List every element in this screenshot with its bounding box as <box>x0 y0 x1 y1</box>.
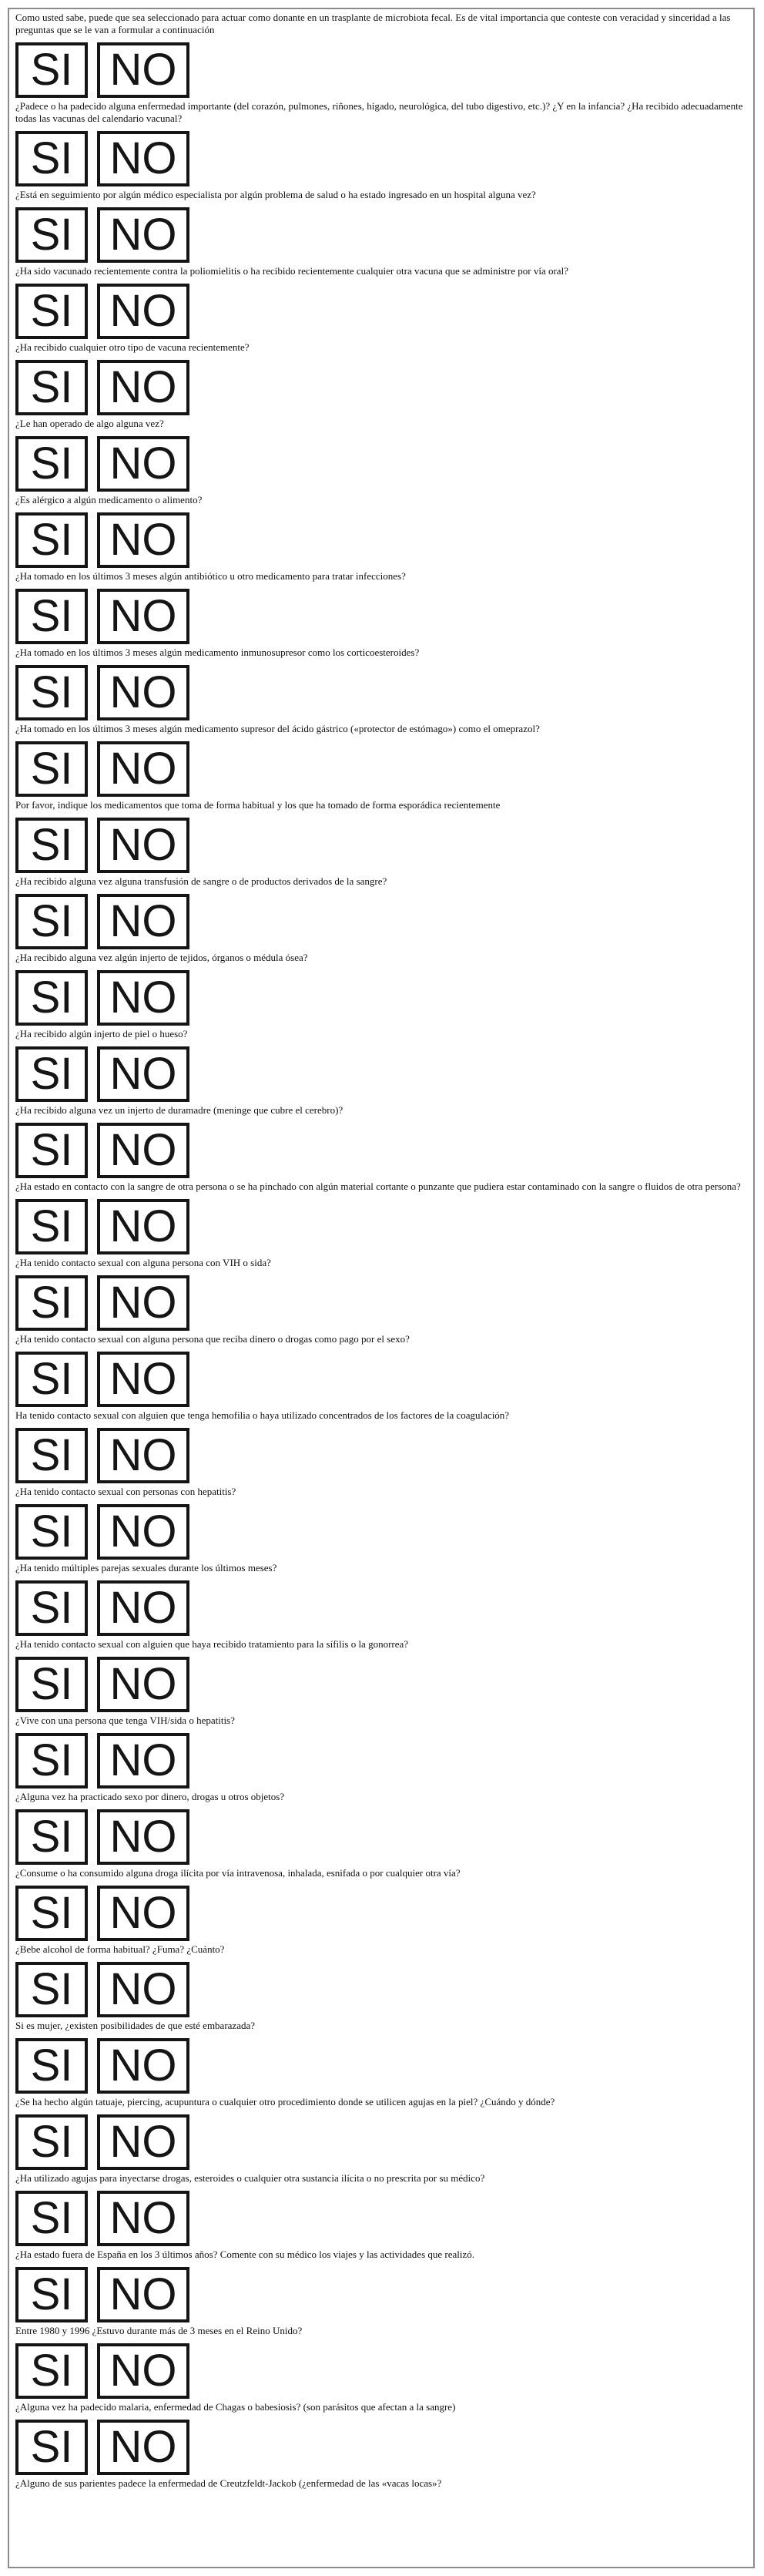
yes-button[interactable]: SI <box>15 360 88 415</box>
no-button[interactable]: NO <box>97 818 189 873</box>
answer-buttons <box>15 436 747 492</box>
answer-buttons <box>15 1352 747 1407</box>
answer-buttons <box>15 42 747 98</box>
question-text: ¿Consume o ha consumido alguna droga ilícita por vía intravenosa, inhalada, esnifada o por cualquier otra vía? <box>15 1867 461 1879</box>
questionnaire-frame <box>8 8 755 2568</box>
yes-button[interactable]: SI <box>15 2038 88 2094</box>
question-text: ¿Ha tenido contacto sexual con alguna persona que reciba dinero o drogas como pago por el sexo? <box>15 1333 410 1345</box>
answer-buttons <box>15 360 747 415</box>
answer-buttons <box>15 1657 747 1712</box>
yes-button[interactable]: SI <box>15 1809 88 1865</box>
answer-buttons <box>15 2420 747 2475</box>
no-button[interactable]: NO <box>97 1046 189 1102</box>
intro-text: Como usted sabe, puede que sea seleccionado para actuar como donante en un trasplante de microbiota fecal. Es de vital importancia que conteste con veracidad y sinceridad a las preguntas que se le van a formular a continuación <box>15 12 731 35</box>
no-button[interactable]: NO <box>97 2114 189 2170</box>
answer-buttons <box>15 1046 747 1102</box>
no-button[interactable]: NO <box>97 665 189 720</box>
no-button[interactable]: NO <box>97 1275 189 1331</box>
question-text: ¿Ha tenido contacto sexual con alguna persona con VIH o sida? <box>15 1257 271 1268</box>
no-button[interactable]: NO <box>97 360 189 415</box>
question-text: ¿Ha tenido contacto sexual con personas con hepatitis? <box>15 1486 236 1497</box>
yes-button[interactable]: SI <box>15 1123 88 1178</box>
answer-buttons <box>15 1809 747 1865</box>
question-text: ¿Alguno de sus parientes padece la enfermedad de Creutzfeldt-Jackob (¿enfermedad de las «vacas locas»? <box>15 2477 442 2489</box>
no-button[interactable]: NO <box>97 1962 189 2017</box>
question-text: ¿Está en seguimiento por algún médico especialista por algún problema de salud o ha estado ingresado en un hospital alguna vez? <box>15 189 536 200</box>
yes-button[interactable]: SI <box>15 131 88 186</box>
answer-buttons <box>15 1580 747 1636</box>
question-text: ¿Bebe alcohol de forma habitual? ¿Fuma? ¿Cuánto? <box>15 1943 225 1955</box>
yes-button[interactable]: SI <box>15 436 88 492</box>
question-text: ¿Ha estado fuera de España en los 3 últimos años? Comente con su médico los viajes y las actividades que realizó. <box>15 2249 475 2260</box>
questionnaire-content <box>15 12 747 2490</box>
yes-button[interactable]: SI <box>15 818 88 873</box>
answer-buttons <box>15 2038 747 2094</box>
answer-buttons <box>15 1962 747 2017</box>
yes-button[interactable]: SI <box>15 589 88 644</box>
yes-button[interactable]: SI <box>15 894 88 949</box>
yes-button[interactable]: SI <box>15 1733 88 1788</box>
yes-button[interactable]: SI <box>15 2114 88 2170</box>
no-button[interactable]: NO <box>97 1809 189 1865</box>
no-button[interactable]: NO <box>97 1733 189 1788</box>
yes-button[interactable]: SI <box>15 1352 88 1407</box>
no-button[interactable]: NO <box>97 1886 189 1941</box>
answer-buttons <box>15 207 747 263</box>
answer-buttons <box>15 818 747 873</box>
no-button[interactable]: NO <box>97 2420 189 2475</box>
question-text: ¿Ha estado en contacto con la sangre de otra persona o se ha pinchado con algún material cortante o punzante que pudiera estar contaminado con la sangre o fluidos de otra persona? <box>15 1181 741 1192</box>
question-text: ¿Ha tenido contacto sexual con alguien que haya recibido tratamiento para la sífilis o la gonorrea? <box>15 1638 409 1650</box>
question-text: ¿Ha tenido múltiples parejas sexuales durante los últimos meses? <box>15 1562 277 1573</box>
yes-button[interactable]: SI <box>15 2267 88 2322</box>
no-button[interactable]: NO <box>97 589 189 644</box>
no-button[interactable]: NO <box>97 207 189 263</box>
answer-buttons <box>15 970 747 1026</box>
yes-button[interactable]: SI <box>15 1504 88 1560</box>
no-button[interactable]: NO <box>97 131 189 186</box>
answer-buttons <box>15 2191 747 2246</box>
yes-button[interactable]: SI <box>15 1046 88 1102</box>
question-text: ¿Ha tomado en los últimos 3 meses algún medicamento inmunosupresor como los corticoesteroides? <box>15 647 420 658</box>
answer-buttons <box>15 1199 747 1254</box>
question-list <box>15 42 747 2490</box>
question-text: ¿Padece o ha padecido alguna enfermedad importante (del corazón, pulmones, riñones, hígado, neurológica, del tubo digestivo, etc.)? ¿Y en la infancia? ¿Ha recibido adecuadamente todas las vacunas del calendario vacunal? <box>15 100 743 124</box>
question-text: ¿Ha utilizado agujas para inyectarse drogas, esteroides o cualquier otra sustancia ilícita o no prescrita por su médico? <box>15 2172 485 2184</box>
no-button[interactable]: NO <box>97 2267 189 2322</box>
yes-button[interactable]: SI <box>15 741 88 797</box>
no-button[interactable]: NO <box>97 436 189 492</box>
yes-button[interactable]: SI <box>15 42 88 98</box>
answer-buttons <box>15 894 747 949</box>
answer-buttons <box>15 1733 747 1788</box>
yes-button[interactable]: SI <box>15 1580 88 1636</box>
no-button[interactable]: NO <box>97 894 189 949</box>
answer-buttons <box>15 1428 747 1483</box>
question-text: ¿Es alérgico a algún medicamento o alimento? <box>15 494 203 505</box>
answer-buttons <box>15 1886 747 1941</box>
question-text: Ha tenido contacto sexual con alguien que tenga hemofilia o haya utilizado concentrados de los factores de la coagulación? <box>15 1409 510 1421</box>
yes-button[interactable]: SI <box>15 1428 88 1483</box>
no-button[interactable]: NO <box>97 1504 189 1560</box>
question-text: ¿Ha recibido algún injerto de piel o hueso? <box>15 1028 188 1039</box>
answer-buttons <box>15 1123 747 1178</box>
no-button[interactable]: NO <box>97 1580 189 1636</box>
yes-button[interactable]: SI <box>15 2191 88 2246</box>
no-button[interactable]: NO <box>97 42 189 98</box>
yes-button[interactable]: SI <box>15 1886 88 1941</box>
no-button[interactable]: NO <box>97 1352 189 1407</box>
yes-button[interactable]: SI <box>15 1657 88 1712</box>
no-button[interactable]: NO <box>97 1123 189 1178</box>
no-button[interactable]: NO <box>97 970 189 1026</box>
question-text: Por favor, indique los medicamentos que toma de forma habitual y los que ha tomado de forma esporádica recientemente <box>15 799 501 811</box>
no-button[interactable]: NO <box>97 284 189 339</box>
no-button[interactable]: NO <box>97 1199 189 1254</box>
yes-button[interactable]: SI <box>15 2343 88 2399</box>
no-button[interactable]: NO <box>97 2343 189 2399</box>
question-text: ¿Ha tomado en los últimos 3 meses algún medicamento supresor del ácido gástrico («protector de estómago») como el omeprazol? <box>15 723 540 734</box>
question-text: ¿Ha recibido alguna vez algún injerto de tejidos, órganos o médula ósea? <box>15 952 308 963</box>
question-text: ¿Ha recibido alguna vez un injerto de duramadre (meninge que cubre el cerebro)? <box>15 1104 343 1116</box>
answer-buttons <box>15 2343 747 2399</box>
answer-buttons <box>15 1275 747 1331</box>
question-text: ¿Ha recibido alguna vez alguna transfusión de sangre o de productos derivados de la sangre? <box>15 875 387 887</box>
yes-button[interactable]: SI <box>15 665 88 720</box>
answer-buttons <box>15 512 747 568</box>
answer-buttons <box>15 665 747 720</box>
question-text: Entre 1980 y 1996 ¿Estuvo durante más de 3 meses en el Reino Unido? <box>15 2325 303 2336</box>
answer-buttons <box>15 1504 747 1560</box>
yes-button[interactable]: SI <box>15 284 88 339</box>
no-button[interactable]: NO <box>97 1657 189 1712</box>
question-text: ¿Ha recibido cualquier otro tipo de vacuna recientemente? <box>15 341 250 353</box>
question-text: ¿Le han operado de algo alguna vez? <box>15 418 164 429</box>
question-text: ¿Se ha hecho algún tatuaje, piercing, acupuntura o cualquier otro procedimiento donde se utilicen agujas en la piel? ¿Cuándo y dónde? <box>15 2096 555 2107</box>
question-text: Si es mujer, ¿existen posibilidades de que esté embarazada? <box>15 2020 256 2031</box>
answer-buttons <box>15 741 747 797</box>
yes-button[interactable]: SI <box>15 1199 88 1254</box>
yes-button[interactable]: SI <box>15 1962 88 2017</box>
yes-button[interactable]: SI <box>15 512 88 568</box>
yes-button[interactable]: SI <box>15 207 88 263</box>
answer-buttons <box>15 131 747 186</box>
no-button[interactable]: NO <box>97 2191 189 2246</box>
answer-buttons <box>15 2267 747 2322</box>
yes-button[interactable]: SI <box>15 1275 88 1331</box>
yes-button[interactable]: SI <box>15 2420 88 2475</box>
no-button[interactable]: NO <box>97 2038 189 2094</box>
no-button[interactable]: NO <box>97 512 189 568</box>
question-text: ¿Alguna vez ha practicado sexo por dinero, drogas u otros objetos? <box>15 1791 285 1802</box>
answer-buttons <box>15 2114 747 2170</box>
answer-buttons <box>15 589 747 644</box>
no-button[interactable]: NO <box>97 741 189 797</box>
question-text: ¿Ha sido vacunado recientemente contra la poliomielitis o ha recibido recientemente cualquier otra vacuna que se administre por vía oral? <box>15 265 568 277</box>
question-text: ¿Alguna vez ha padecido malaria, enfermedad de Chagas o babesiosis? (son parásitos que afectan a la sangre) <box>15 2401 456 2413</box>
yes-button[interactable]: SI <box>15 970 88 1026</box>
question-text: ¿Ha tomado en los últimos 3 meses algún antibiótico u otro medicamento para tratar infecciones? <box>15 570 406 582</box>
question-text: ¿Vive con una persona que tenga VIH/sida o hepatitis? <box>15 1715 235 1726</box>
no-button[interactable]: NO <box>97 1428 189 1483</box>
answer-buttons <box>15 284 747 339</box>
